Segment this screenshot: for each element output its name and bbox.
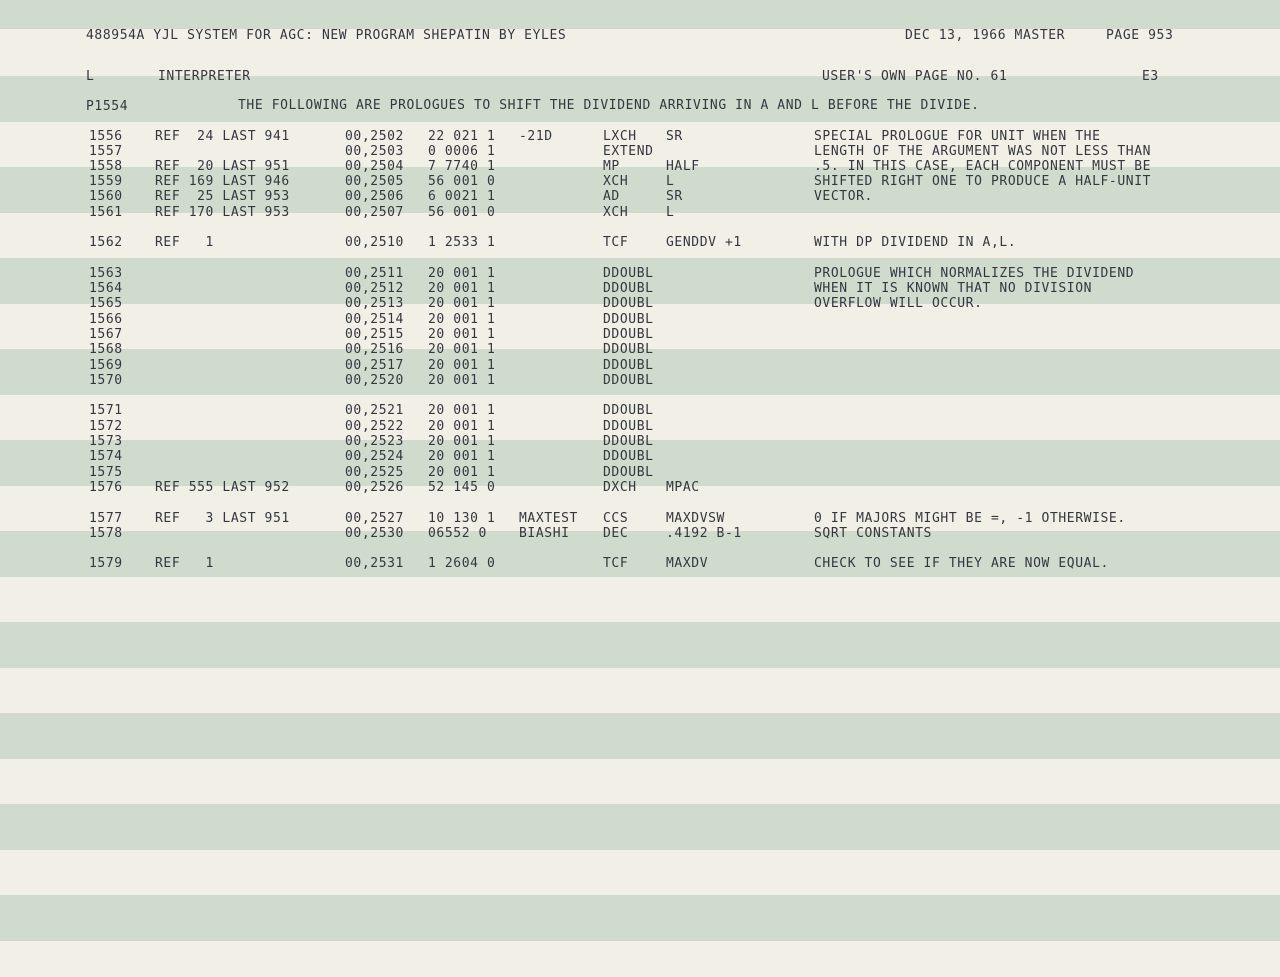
line-number: 1568	[89, 342, 123, 357]
line-number: 1557	[89, 144, 123, 159]
octal-word: 20 001 1	[428, 281, 496, 296]
line-number: 1566	[89, 312, 123, 327]
line-number: 1569	[89, 358, 123, 373]
opcode: DDOUBL	[603, 281, 654, 296]
octal-word: 20 001 1	[428, 449, 496, 464]
address: 00,2506	[345, 189, 404, 204]
operand: MAXDVSW	[666, 511, 725, 526]
line-number: 1564	[89, 281, 123, 296]
section-code: E3	[1142, 69, 1159, 84]
line-number: 1556	[89, 129, 123, 144]
line-number: 1561	[89, 205, 123, 220]
address: 00,2525	[345, 465, 404, 480]
octal-word: 20 001 1	[428, 419, 496, 434]
comment: WHEN IT IS KNOWN THAT NO DIVISION	[814, 281, 1093, 296]
opcode: DDOUBL	[603, 465, 654, 480]
octal-word: 20 001 1	[428, 373, 496, 388]
operand: SR	[666, 129, 683, 144]
line-number: 1578	[89, 526, 123, 541]
address: 00,2524	[345, 449, 404, 464]
operand: SR	[666, 189, 683, 204]
octal-word: 1 2604 0	[428, 556, 496, 571]
reference: REF 169 LAST 946	[155, 174, 290, 189]
address: 00,2511	[345, 266, 404, 281]
label: MAXTEST	[519, 511, 578, 526]
opcode: DDOUBL	[603, 403, 654, 418]
opcode: DDOUBL	[603, 358, 654, 373]
operand: .4192 B-1	[666, 526, 742, 541]
opcode: DDOUBL	[603, 342, 654, 357]
address: 00,2516	[345, 342, 404, 357]
opcode: DDOUBL	[603, 312, 654, 327]
octal-word: 20 001 1	[428, 266, 496, 281]
reference: REF 1	[155, 235, 214, 250]
job-header: 488954A YJL SYSTEM FOR AGC: NEW PROGRAM SHEPATIN BY EYLES	[86, 28, 567, 43]
address: 00,2503	[345, 144, 404, 159]
operand: MPAC	[666, 480, 700, 495]
reference: REF 555 LAST 952	[155, 480, 290, 495]
address: 00,2515	[345, 327, 404, 342]
address: 00,2504	[345, 159, 404, 174]
user-page-number: USER'S OWN PAGE NO. 61	[822, 69, 1008, 84]
address: 00,2510	[345, 235, 404, 250]
octal-word: 7 7740 1	[428, 159, 496, 174]
octal-word: 56 001 0	[428, 174, 496, 189]
opcode: TCF	[603, 235, 629, 250]
operand: L	[666, 174, 675, 189]
octal-word: 06552 0	[428, 526, 487, 541]
line-number: 1563	[89, 266, 123, 281]
address: 00,2512	[345, 281, 404, 296]
opcode: DDOUBL	[603, 373, 654, 388]
comment: LENGTH OF THE ARGUMENT WAS NOT LESS THAN	[814, 144, 1152, 159]
label: -21D	[519, 129, 553, 144]
opcode: DDOUBL	[603, 266, 654, 281]
line-number: 1576	[89, 480, 123, 495]
reference: REF 24 LAST 941	[155, 129, 290, 144]
opcode: DDOUBL	[603, 434, 654, 449]
operand: MAXDV	[666, 556, 709, 571]
opcode: DXCH	[603, 480, 637, 495]
address: 00,2505	[345, 174, 404, 189]
line-number: 1575	[89, 465, 123, 480]
line-number: 1574	[89, 449, 123, 464]
page-number: PAGE 953	[1106, 28, 1174, 43]
reference: REF 1	[155, 556, 214, 571]
comment: WITH DP DIVIDEND IN A,L.	[814, 235, 1017, 250]
line-number: 1559	[89, 174, 123, 189]
line-number: 1573	[89, 434, 123, 449]
reference: REF 25 LAST 953	[155, 189, 290, 204]
opcode: DDOUBL	[603, 296, 654, 311]
section-title: INTERPRETER	[158, 69, 251, 84]
address: 00,2527	[345, 511, 404, 526]
line-number: 1567	[89, 327, 123, 342]
address: 00,2507	[345, 205, 404, 220]
address: 00,2531	[345, 556, 404, 571]
line-number: 1572	[89, 419, 123, 434]
opcode: CCS	[603, 511, 629, 526]
octal-word: 20 001 1	[428, 465, 496, 480]
octal-word: 6 0021 1	[428, 189, 496, 204]
line-number: 1579	[89, 556, 123, 571]
line-number: 1560	[89, 189, 123, 204]
comment: CHECK TO SEE IF THEY ARE NOW EQUAL.	[814, 556, 1109, 571]
comment: SPECIAL PROLOGUE FOR UNIT WHEN THE	[814, 129, 1101, 144]
octal-word: 20 001 1	[428, 403, 496, 418]
operand: HALF	[666, 159, 700, 174]
opcode: EXTEND	[603, 144, 654, 159]
opcode: DDOUBL	[603, 327, 654, 342]
subheader-left: L	[86, 69, 95, 84]
paragraph-text: THE FOLLOWING ARE PROLOGUES TO SHIFT THE DIVIDEND ARRIVING IN A AND L BEFORE THE DIVIDE.	[238, 98, 980, 113]
label: BIASHI	[519, 526, 570, 541]
octal-word: 20 001 1	[428, 434, 496, 449]
opcode: MP	[603, 159, 620, 174]
octal-word: 1 2533 1	[428, 235, 496, 250]
comment: SHIFTED RIGHT ONE TO PRODUCE A HALF-UNIT	[814, 174, 1152, 189]
reference: REF 3 LAST 951	[155, 511, 290, 526]
octal-word: 0 0006 1	[428, 144, 496, 159]
address: 00,2502	[345, 129, 404, 144]
opcode: LXCH	[603, 129, 637, 144]
comment: PROLOGUE WHICH NORMALIZES THE DIVIDEND	[814, 266, 1135, 281]
octal-word: 20 001 1	[428, 312, 496, 327]
address: 00,2513	[345, 296, 404, 311]
comment: SQRT CONSTANTS	[814, 526, 932, 541]
address: 00,2530	[345, 526, 404, 541]
opcode: XCH	[603, 205, 629, 220]
paragraph-label: P1554	[86, 99, 129, 114]
octal-word: 20 001 1	[428, 342, 496, 357]
opcode: XCH	[603, 174, 629, 189]
reference: REF 20 LAST 951	[155, 159, 290, 174]
octal-word: 56 001 0	[428, 205, 496, 220]
line-number: 1570	[89, 373, 123, 388]
opcode: DEC	[603, 526, 629, 541]
octal-word: 10 130 1	[428, 511, 496, 526]
address: 00,2521	[345, 403, 404, 418]
opcode: DDOUBL	[603, 449, 654, 464]
address: 00,2526	[345, 480, 404, 495]
octal-word: 52 145 0	[428, 480, 496, 495]
address: 00,2517	[345, 358, 404, 373]
operand: L	[666, 205, 675, 220]
comment: OVERFLOW WILL OCCUR.	[814, 296, 983, 311]
line-number: 1558	[89, 159, 123, 174]
address: 00,2523	[345, 434, 404, 449]
octal-word: 20 001 1	[428, 327, 496, 342]
address: 00,2522	[345, 419, 404, 434]
line-number: 1571	[89, 403, 123, 418]
opcode: TCF	[603, 556, 629, 571]
opcode: DDOUBL	[603, 419, 654, 434]
operand: GENDDV +1	[666, 235, 742, 250]
comment: .5. IN THIS CASE, EACH COMPONENT MUST BE	[814, 159, 1152, 174]
address: 00,2520	[345, 373, 404, 388]
octal-word: 22 021 1	[428, 129, 496, 144]
date-header: DEC 13, 1966 MASTER	[905, 28, 1066, 43]
reference: REF 170 LAST 953	[155, 205, 290, 220]
octal-word: 20 001 1	[428, 296, 496, 311]
octal-word: 20 001 1	[428, 358, 496, 373]
line-number: 1565	[89, 296, 123, 311]
line-number: 1577	[89, 511, 123, 526]
comment: VECTOR.	[814, 189, 873, 204]
line-number: 1562	[89, 235, 123, 250]
address: 00,2514	[345, 312, 404, 327]
comment: 0 IF MAJORS MIGHT BE =, -1 OTHERWISE.	[814, 511, 1126, 526]
opcode: AD	[603, 189, 620, 204]
